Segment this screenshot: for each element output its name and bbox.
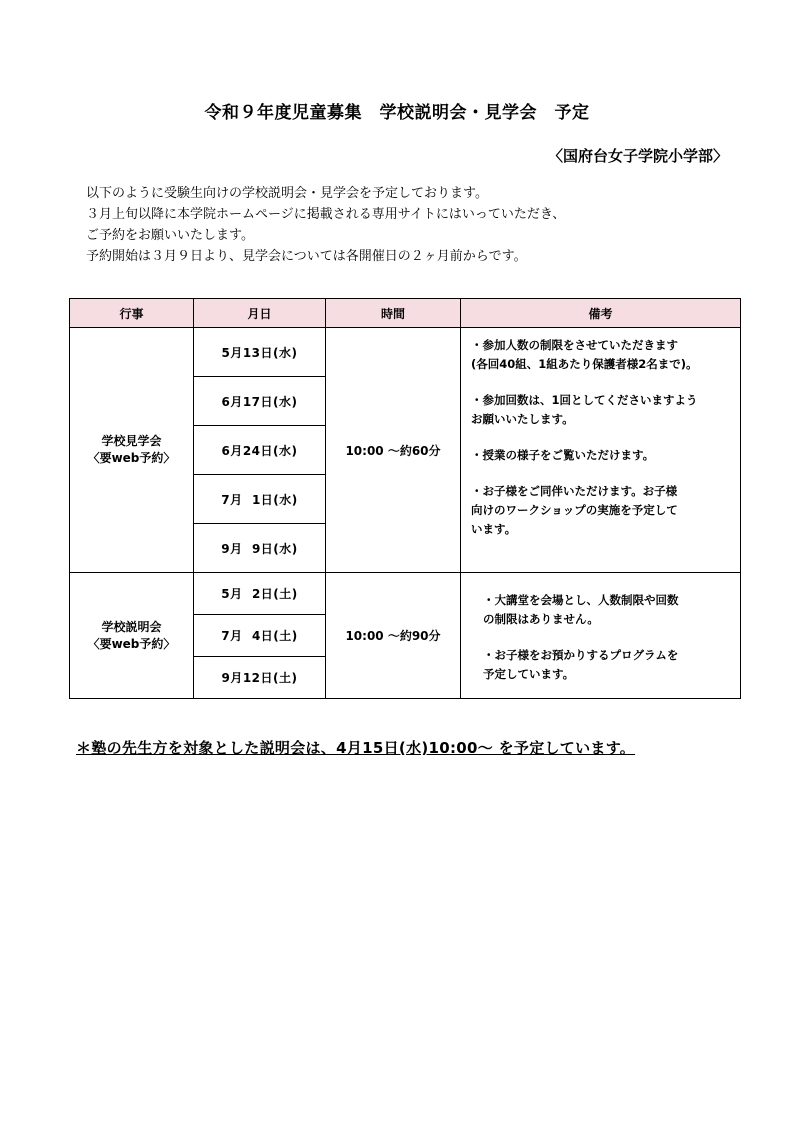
note-item: ・授業の様子をご覧いただけます。	[471, 448, 655, 462]
date-cell: 7月 4日(土)	[194, 615, 326, 657]
intro-line: ご予約をお願いいたします。	[86, 228, 254, 243]
header-date: 月日	[194, 299, 326, 328]
note-item: ・大講堂を会場とし、人数制限や回数 の制限はありません。	[483, 593, 679, 626]
header-notes: 備考	[461, 299, 741, 328]
time-cell: 10:00 ～約90分	[326, 573, 461, 699]
date-cell: 6月17日(水)	[194, 377, 326, 426]
event-name-cell	[70, 328, 194, 573]
table-row	[70, 573, 741, 615]
intro-line: 以下のように受験生向けの学校説明会・見学会を予定しております。	[86, 186, 488, 201]
note-item: ・参加人数の制限をさせていただきます (各回40組、1組あたり保護者様2名まで)。	[471, 338, 698, 371]
date-cell: 5月 2日(土)	[194, 573, 326, 615]
header-time: 時間	[326, 299, 461, 328]
schedule-table	[69, 298, 741, 699]
event-name: 学校見学会	[101, 434, 162, 448]
note-item: ・お子様をご同伴いただけます。お子様 向けのワークショップの実施を予定して います。	[471, 484, 678, 536]
date-cell: 6月24日(水)	[194, 426, 326, 475]
table-header-row	[70, 299, 741, 328]
table-row	[70, 328, 741, 377]
event-reservation-note: 〈要web予約〉	[87, 636, 176, 651]
event-reservation-note: 〈要web予約〉	[87, 451, 176, 465]
note-item: ・参加回数は、1回としてくださいますよう お願いいたします。	[471, 393, 698, 426]
intro-text	[86, 183, 766, 267]
notes-cell	[461, 573, 741, 699]
organization-name: 〈国府台女子学院小学部〉	[547, 147, 728, 165]
intro-line: 予約開始は３月９日より、見学会については各開催日の２ヶ月前からです。	[86, 249, 527, 264]
event-name-cell	[70, 573, 194, 699]
date-cell: 5月13日(水)	[194, 328, 326, 377]
date-cell: 7月 1日(水)	[194, 475, 326, 524]
date-cell: 9月12日(土)	[194, 657, 326, 699]
time-cell: 10:00 ～約60分	[326, 328, 461, 573]
note-item: ・お子様をお預かりするプログラムを 予定しています。	[483, 648, 679, 681]
date-cell: 9月 9日(水)	[194, 524, 326, 573]
footnote: ＊塾の先生方を対象とした説明会は、4月15日(水)10:00～ を予定しています。	[76, 739, 636, 757]
event-name: 学校説明会	[101, 619, 162, 634]
intro-line: ３月上旬以降に本学院ホームページに掲載される専用サイトにはいっていただき、	[86, 207, 566, 222]
page-title: 令和９年度児童募集 学校説明会・見学会 予定	[204, 103, 590, 123]
notes-cell	[461, 328, 741, 573]
header-event: 行事	[70, 299, 194, 328]
